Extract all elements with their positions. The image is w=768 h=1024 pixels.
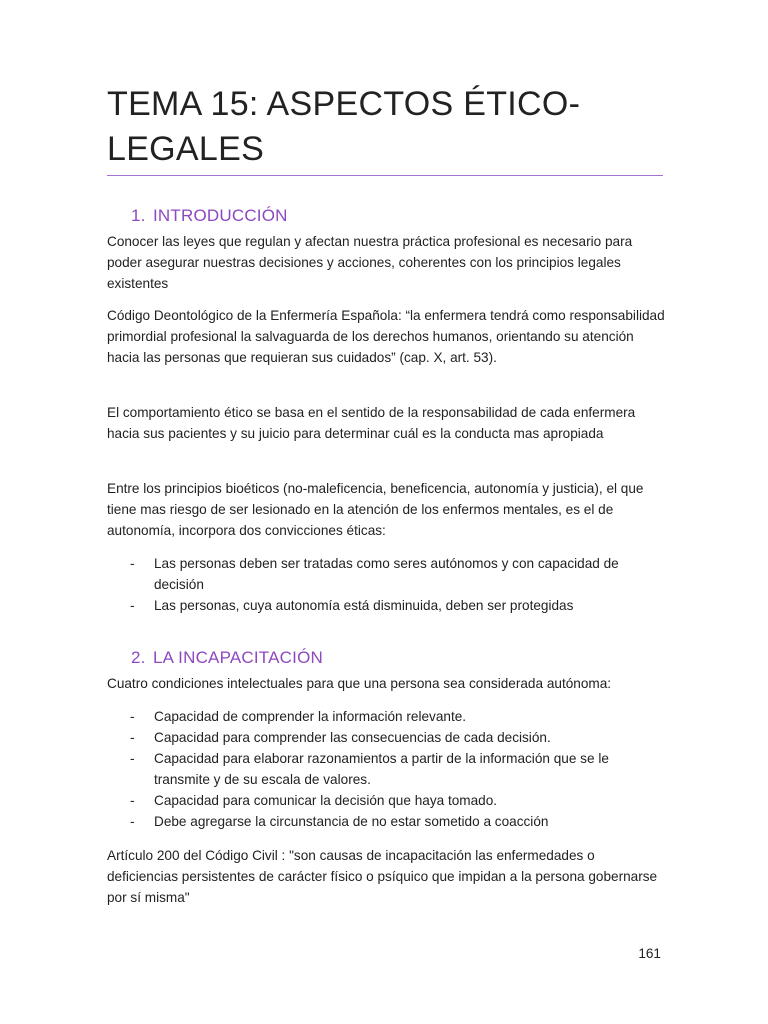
paragraph: El comportamiento ético se basa en el sentido de la responsabilidad de cada enfermera hacia sus pacientes y su juicio para determinar cuál es la conducta mas apropiada bbox=[107, 405, 636, 441]
list-item: - Las personas, cuya autonomía está disminuida, deben ser protegidas bbox=[107, 595, 667, 616]
section-title: LA INCAPACITACIÓN bbox=[153, 648, 323, 667]
title-divider bbox=[107, 175, 663, 176]
bullet-marker: - bbox=[130, 598, 135, 613]
paragraph: Conocer las leyes que regulan y afectan nuestra práctica profesional es necesario para poder asegurar nuestras decisiones y acciones, coherentes con los principios legales existentes bbox=[107, 234, 633, 291]
section-number: 2. bbox=[131, 648, 146, 667]
bullet-marker: - bbox=[130, 709, 135, 724]
bullet-marker: - bbox=[130, 556, 135, 571]
page-number: 161 bbox=[638, 946, 661, 961]
section-title: INTRODUCCIÓN bbox=[153, 206, 288, 225]
section-number: 1. bbox=[131, 206, 146, 225]
paragraph: Entre los principios bioéticos (no-maleficencia, beneficencia, autonomía y justicia), el que tiene mas riesgo de ser lesionado en la atención de los enfermos mentales, es el de autonomía, incorpora dos convicciones éticas: bbox=[107, 481, 644, 538]
bullet-list bbox=[107, 706, 667, 832]
bullet-list bbox=[107, 553, 667, 616]
bullet-marker: - bbox=[130, 793, 135, 808]
list-item: - Capacidad de comprender la información relevante. bbox=[107, 706, 667, 727]
paragraph: Cuatro condiciones intelectuales para que una persona sea considerada autónoma: bbox=[107, 676, 612, 691]
list-item: - Capacidad para comprender las consecuencias de cada decisión. bbox=[107, 727, 667, 748]
page-title: TEMA 15: ASPECTOS ÉTICO-LEGALES bbox=[107, 85, 581, 168]
list-item: - Las personas deben ser tratadas como seres autónomos y con capacidad de decisión bbox=[107, 553, 667, 595]
list-item: - Capacidad para comunicar la decisión que haya tomado. bbox=[107, 790, 667, 811]
paragraph: Código Deontológico de la Enfermería Española: “la enfermera tendrá como responsabilidad primordial profesional la salvaguarda de los derechos humanos, orientando su atención hacia las personas que requieran sus cuidados” (cap. X, art. 53). bbox=[107, 308, 665, 365]
list-item: - Debe agregarse la circunstancia de no estar sometido a coacción bbox=[107, 811, 667, 832]
section-heading-incapacitacion bbox=[131, 647, 323, 669]
bullet-marker: - bbox=[130, 730, 135, 745]
bullet-marker: - bbox=[130, 751, 135, 766]
paragraph: Artículo 200 del Código Civil : "son causas de incapacitación las enfermedades o deficiencias persistentes de carácter físico o psíquico que impidan a la persona gobernarse por sí misma" bbox=[107, 848, 658, 905]
list-item: - Capacidad para elaborar razonamientos a partir de la información que se le transmite y de su escala de valores. bbox=[107, 748, 667, 790]
bullet-marker: - bbox=[130, 814, 135, 829]
section-heading-introduccion bbox=[131, 205, 288, 227]
